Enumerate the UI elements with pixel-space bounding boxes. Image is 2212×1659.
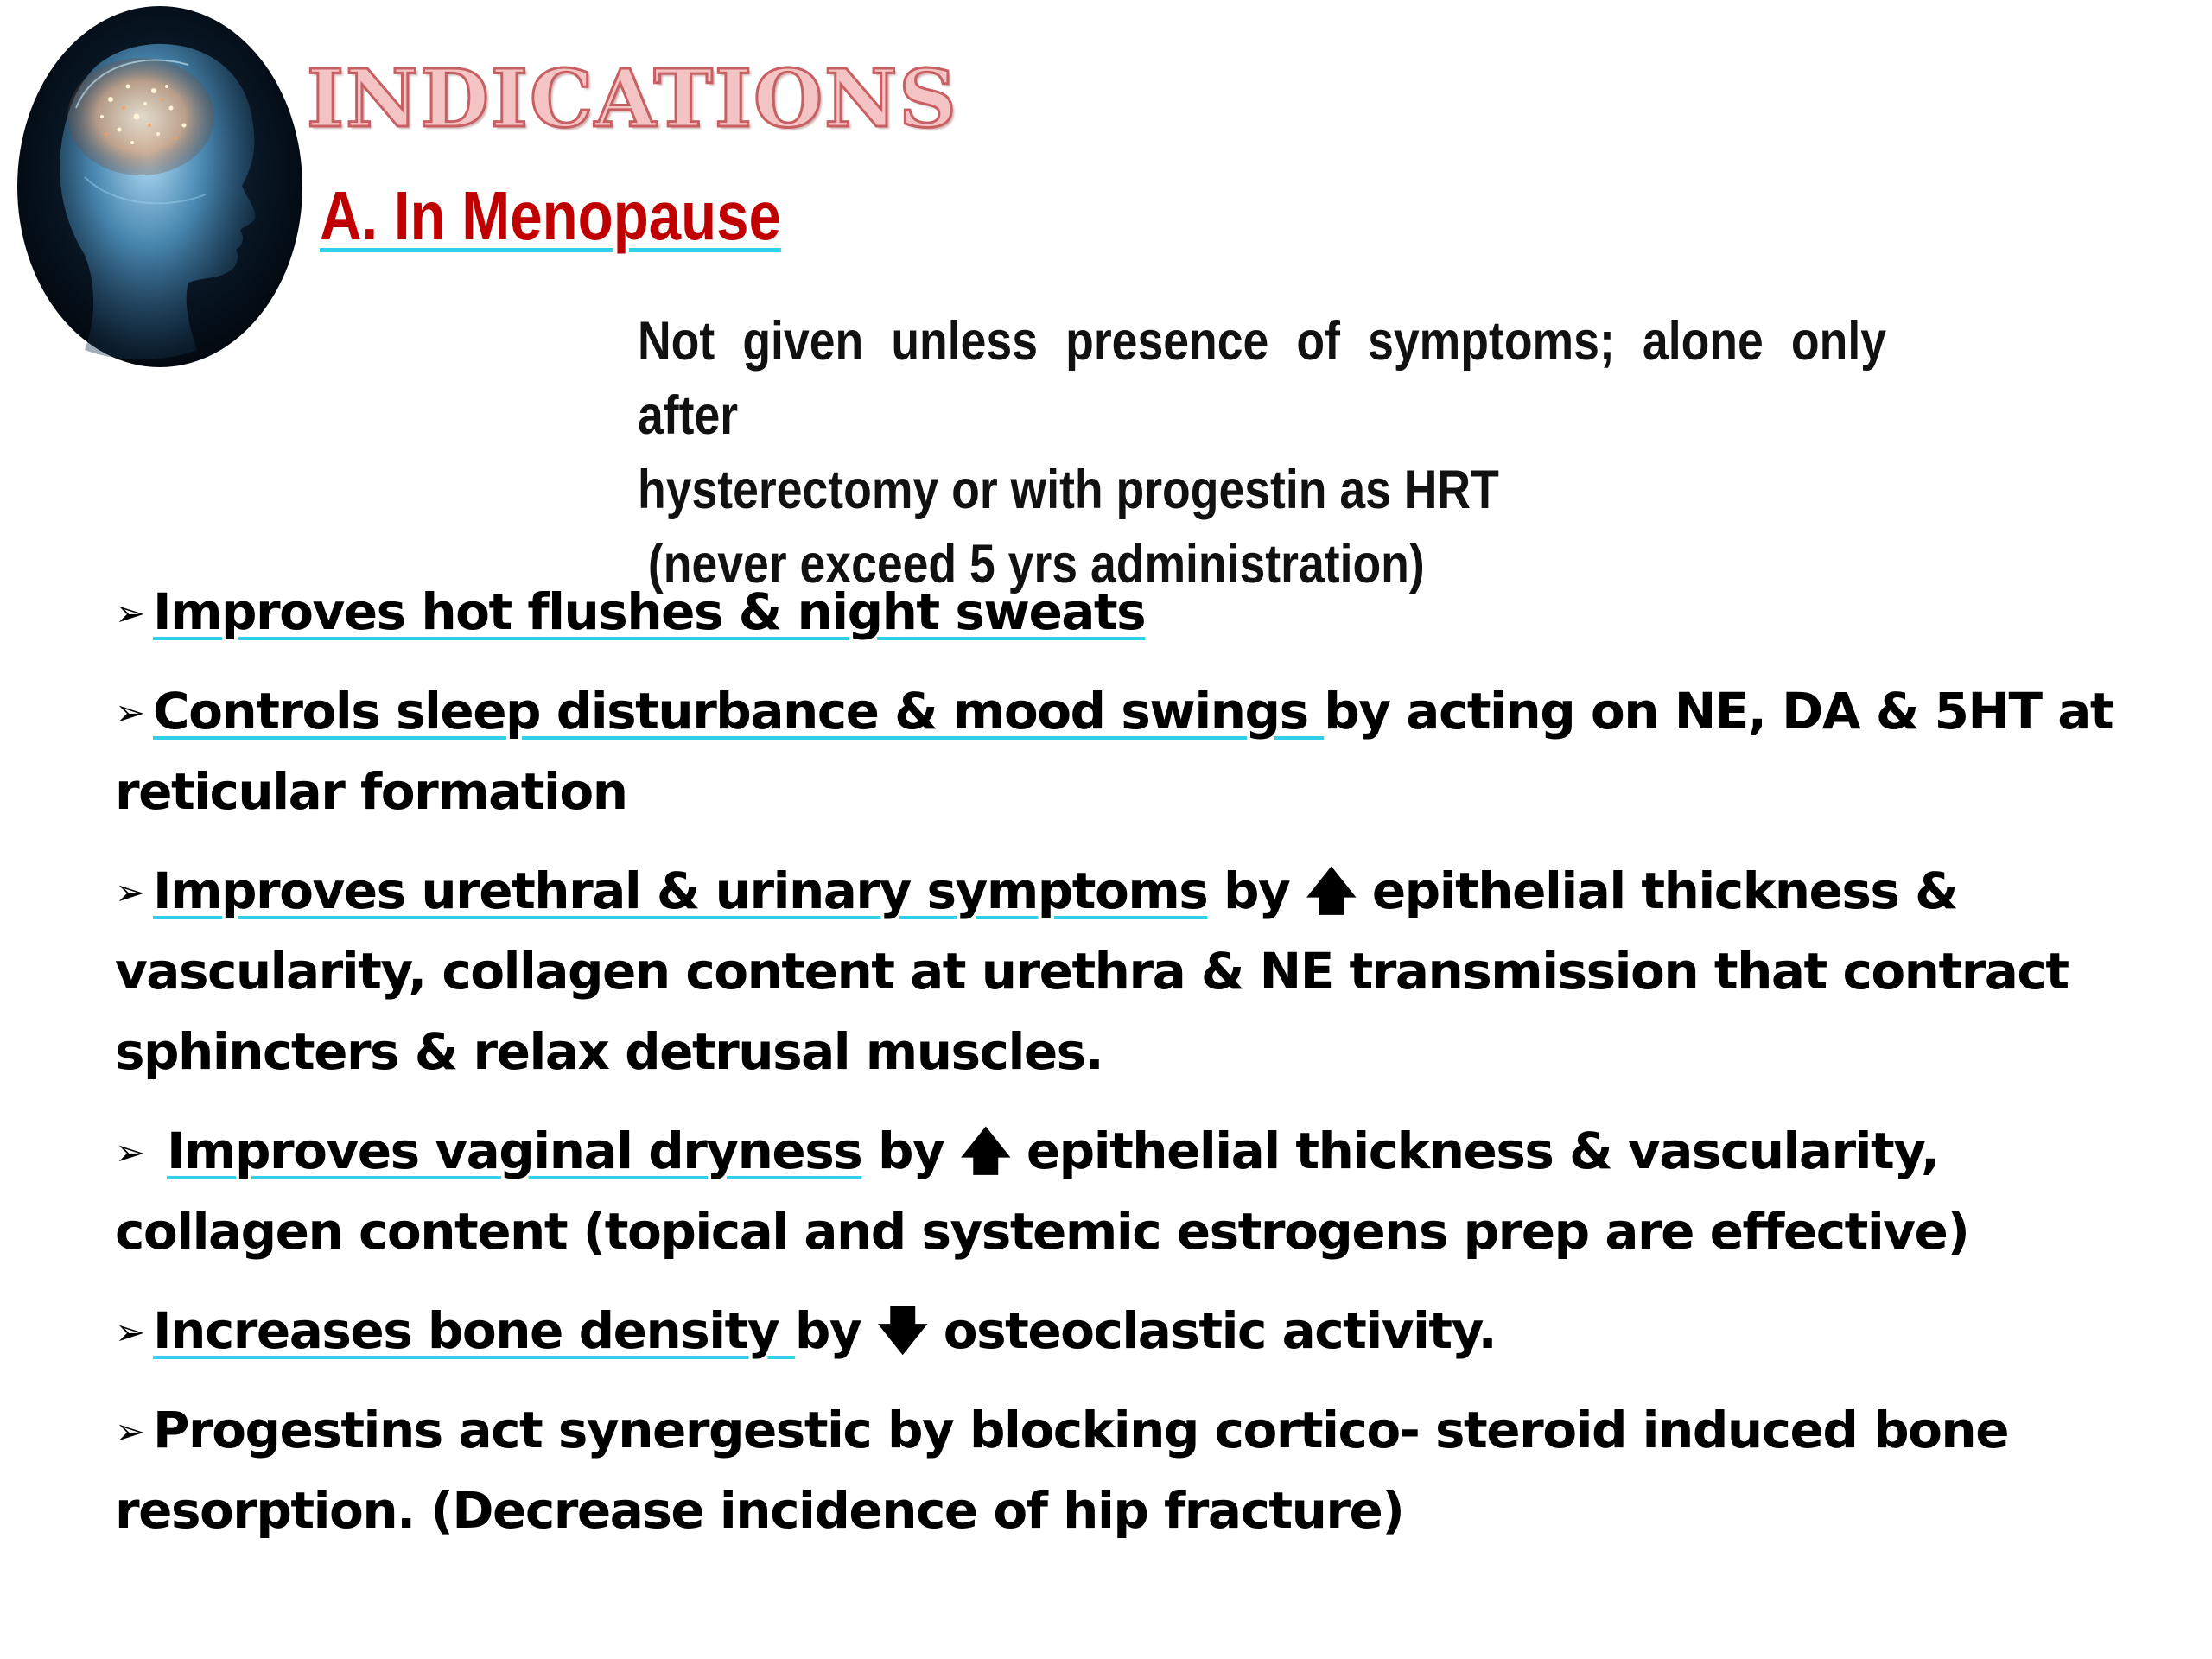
bullet-text: Progestins act synergestic by blocking cortico- steroid induced bone resorption. (Decrease incidence of hip fracture) bbox=[115, 1401, 2009, 1540]
bullet-arrow-icon: ➢ bbox=[115, 691, 144, 734]
bullet-arrow-icon: ➢ bbox=[115, 1410, 144, 1452]
bullet-text: by bbox=[794, 1301, 877, 1360]
bullet-arrow-icon: ➢ bbox=[115, 592, 144, 634]
bullet-highlight: Improves urethral & urinary symptoms bbox=[153, 861, 1208, 920]
section-heading: A. In Menopause bbox=[320, 177, 781, 254]
bullet-highlight: Controls sleep disturbance & mood swings bbox=[153, 682, 1325, 741]
arrow-up-icon: 🡅 bbox=[1306, 861, 1357, 920]
list-item bbox=[115, 1111, 2128, 1272]
bullet-text: epithelial thickness & vascularity, collagen content (topical and systemic estrogens prep are effective) bbox=[115, 1122, 1969, 1261]
intro-line: (never exceed 5 yrs administration) bbox=[647, 534, 1425, 594]
intro-line: hysterectomy or with progestin as HRT bbox=[638, 460, 1499, 520]
bullet-text: by bbox=[861, 1122, 961, 1180]
intro-line: Not given unless presence of symptoms; alone only after bbox=[638, 311, 1886, 446]
bullet-text: by bbox=[1207, 861, 1306, 920]
indication-list bbox=[115, 572, 2128, 1570]
bullet-highlight: Improves vaginal dryness bbox=[167, 1122, 862, 1180]
bullet-highlight: Improves hot flushes & night sweats bbox=[153, 582, 1146, 641]
bullet-text: epithelial thickness & vascularity, collagen content at urethra & NE transmission that contract sphincters & relax detrusal muscles. bbox=[115, 861, 2069, 1081]
list-item bbox=[115, 1390, 2128, 1551]
bullet-arrow-icon: ➢ bbox=[115, 871, 144, 913]
brain-head-illustration bbox=[16, 4, 305, 370]
list-item bbox=[115, 572, 2128, 652]
arrow-up-icon: 🡅 bbox=[960, 1122, 1011, 1180]
list-item bbox=[115, 1291, 2128, 1371]
list-item bbox=[115, 851, 2128, 1092]
slide-title: INDICATIONS bbox=[307, 52, 958, 145]
bullet-text: by acting on NE, DA & 5HT at reticular formation bbox=[115, 682, 2113, 821]
bullet-text: osteoclastic activity. bbox=[927, 1301, 1497, 1360]
bullet-highlight: Increases bone density bbox=[153, 1301, 795, 1360]
arrow-down-icon: 🡇 bbox=[876, 1301, 928, 1360]
list-item bbox=[115, 671, 2128, 832]
bullet-arrow-icon: ➢ bbox=[115, 1311, 144, 1353]
intro-note bbox=[638, 304, 1886, 601]
bullet-arrow-icon: ➢ bbox=[115, 1131, 144, 1173]
